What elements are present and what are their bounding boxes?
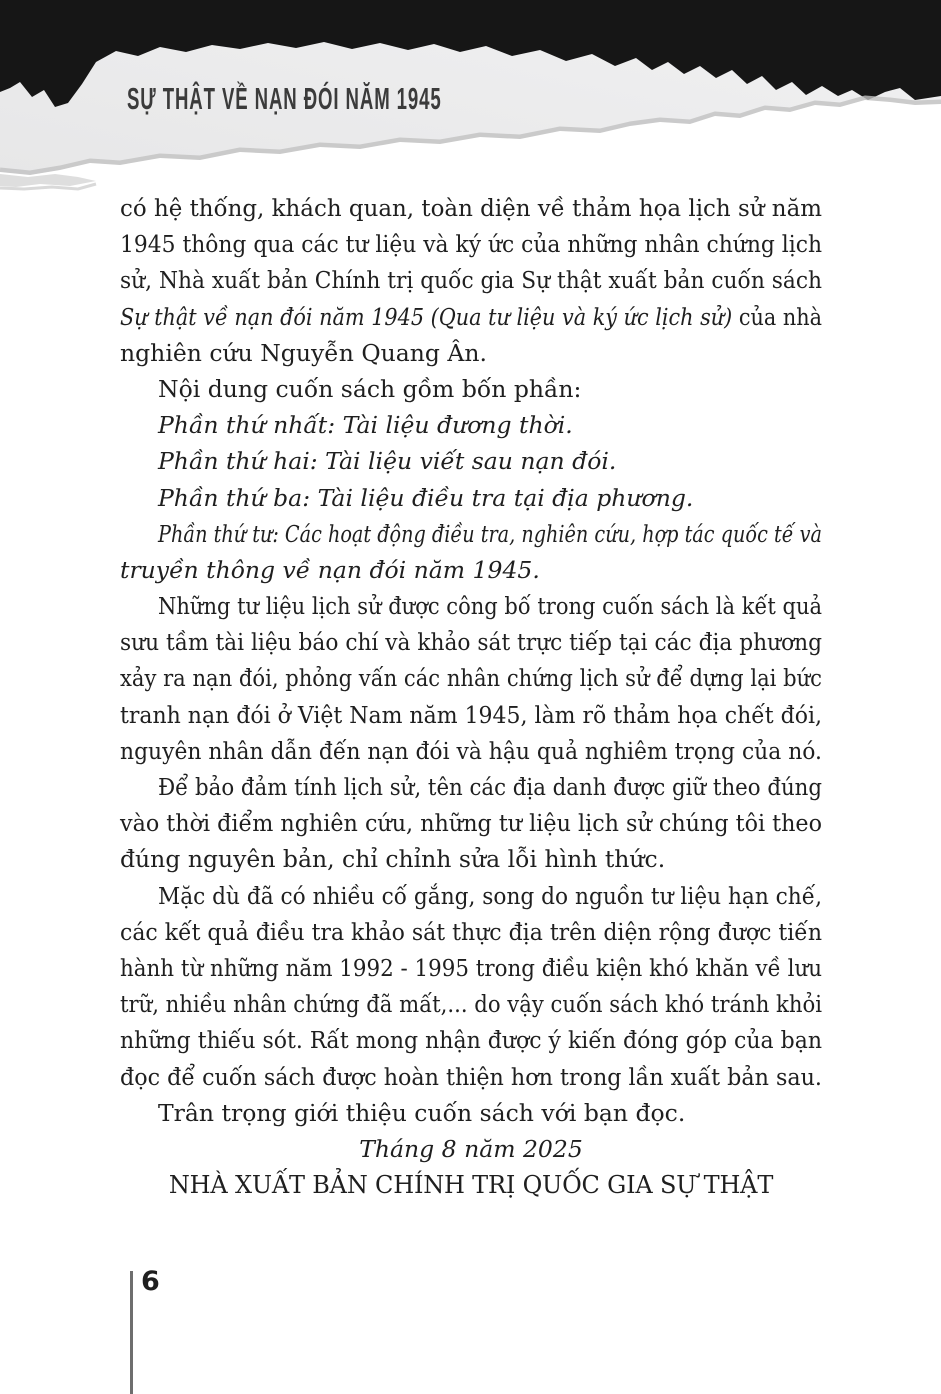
text-segment: tranh nạn đói ở Việt Nam năm 1945, làm rõ thảm họa chết đói,: [120, 700, 822, 729]
text-line: [120, 262, 822, 298]
text-line: [120, 697, 822, 733]
running-title: SỰ THẬT VỀ NẠN ĐÓI NĂM 1945: [127, 81, 442, 116]
text-line: [120, 624, 822, 660]
text-segment: nguyên nhân dẫn đến nạn đói và hậu quả nghiêm trọng của nó.: [120, 736, 822, 765]
text-segment: hành từ những năm 1992 - 1995 trong điều kiện khó khăn về lưu: [120, 953, 822, 982]
text-line: [120, 552, 822, 588]
italic-text-segment: Tháng 8 năm 2025: [359, 1134, 583, 1163]
text-line: [120, 986, 822, 1022]
text-segment: Mặc dù đã có nhiều cố gắng, song do nguồn tư liệu hạn chế,: [158, 881, 822, 910]
text-segment: những thiếu sót. Rất mong nhận được ý kiến đóng góp của bạn: [120, 1026, 822, 1055]
italic-text-segment: Phần thứ ba: Tài liệu điều tra tại địa phương.: [158, 483, 694, 512]
text-line: [120, 914, 822, 950]
text-segment: vào thời điểm nghiên cứu, những tư liệu lịch sử chúng tôi theo: [120, 809, 822, 838]
italic-text-segment: truyền thông về nạn đói năm 1945.: [120, 555, 540, 584]
text-line: [120, 480, 822, 516]
text-line: [120, 226, 822, 262]
text-segment: đọc để cuốn sách được hoàn thiện hơn trong lần xuất bản sau.: [120, 1062, 822, 1091]
text-segment: của nhà: [732, 302, 822, 331]
text-line: [120, 407, 822, 443]
text-line: [120, 1167, 822, 1203]
italic-text-segment: Phần thứ tư: Các hoạt động điều tra, nghiên cứu, hợp tác quốc tế và: [158, 519, 822, 548]
text-line: [120, 841, 822, 877]
text-line: [120, 1131, 822, 1167]
footer-rule: [130, 1271, 133, 1394]
text-line: [120, 769, 822, 805]
text-segment: Nội dung cuốn sách gồm bốn phần:: [158, 374, 582, 403]
text-segment: đúng nguyên bản, chỉ chỉnh sửa lỗi hình thức.: [120, 845, 666, 874]
text-line: [120, 190, 822, 226]
text-line: [120, 733, 822, 769]
text-segment: Những tư liệu lịch sử được công bố trong cuốn sách là kết quả: [158, 592, 822, 621]
text-line: [120, 660, 822, 696]
text-segment: có hệ thống, khách quan, toàn diện về thảm họa lịch sử năm: [120, 194, 822, 222]
page-number: 6: [141, 1266, 160, 1297]
text-line: [120, 950, 822, 986]
italic-text-segment: Phần thứ nhất: Tài liệu đương thời.: [158, 411, 573, 440]
text-line: [120, 516, 822, 552]
text-line: [120, 805, 822, 841]
text-segment: các kết quả điều tra khảo sát thực địa trên diện rộng được tiến: [120, 917, 822, 946]
text-segment: Để bảo đảm tính lịch sử, tên các địa danh được giữ theo đúng: [158, 773, 822, 801]
text-line: [120, 1022, 822, 1058]
text-line: [120, 443, 822, 479]
italic-text-segment: Phần thứ hai: Tài liệu viết sau nạn đói.: [158, 447, 617, 476]
text-segment: sưu tầm tài liệu báo chí và khảo sát trực tiếp tại các địa phương: [120, 628, 822, 657]
chapter-header: [0, 0, 941, 210]
text-segment: trữ, nhiều nhân chứng đã mất,... do vậy cuốn sách khó tránh khỏi: [120, 990, 822, 1019]
text-line: [120, 371, 822, 407]
text-segment: 1945 thông qua các tư liệu và ký ức của những nhân chứng lịch: [120, 230, 822, 259]
text-line: [120, 878, 822, 914]
text-line: [120, 1059, 822, 1095]
text-line: [120, 1095, 822, 1131]
text-line: [120, 299, 822, 335]
text-line: [120, 588, 822, 624]
italic-text-segment: Sự thật về nạn đói năm 1945 (Qua tư liệu và ký ức lịch sử): [120, 302, 733, 331]
text-line: [120, 335, 822, 371]
text-segment: Trân trọng giới thiệu cuốn sách với bạn đọc.: [158, 1098, 686, 1127]
text-segment: NHÀ XUẤT BẢN CHÍNH TRỊ QUỐC GIA SỰ THẬT: [168, 1171, 774, 1200]
text-segment: xảy ra nạn đói, phỏng vấn các nhân chứng lịch sử để dựng lại bức: [120, 664, 822, 693]
page-text: [120, 190, 822, 1203]
text-segment: nghiên cứu Nguyễn Quang Ân.: [120, 338, 487, 367]
text-segment: sử, Nhà xuất bản Chính trị quốc gia Sự thật xuất bản cuốn sách: [120, 266, 822, 295]
